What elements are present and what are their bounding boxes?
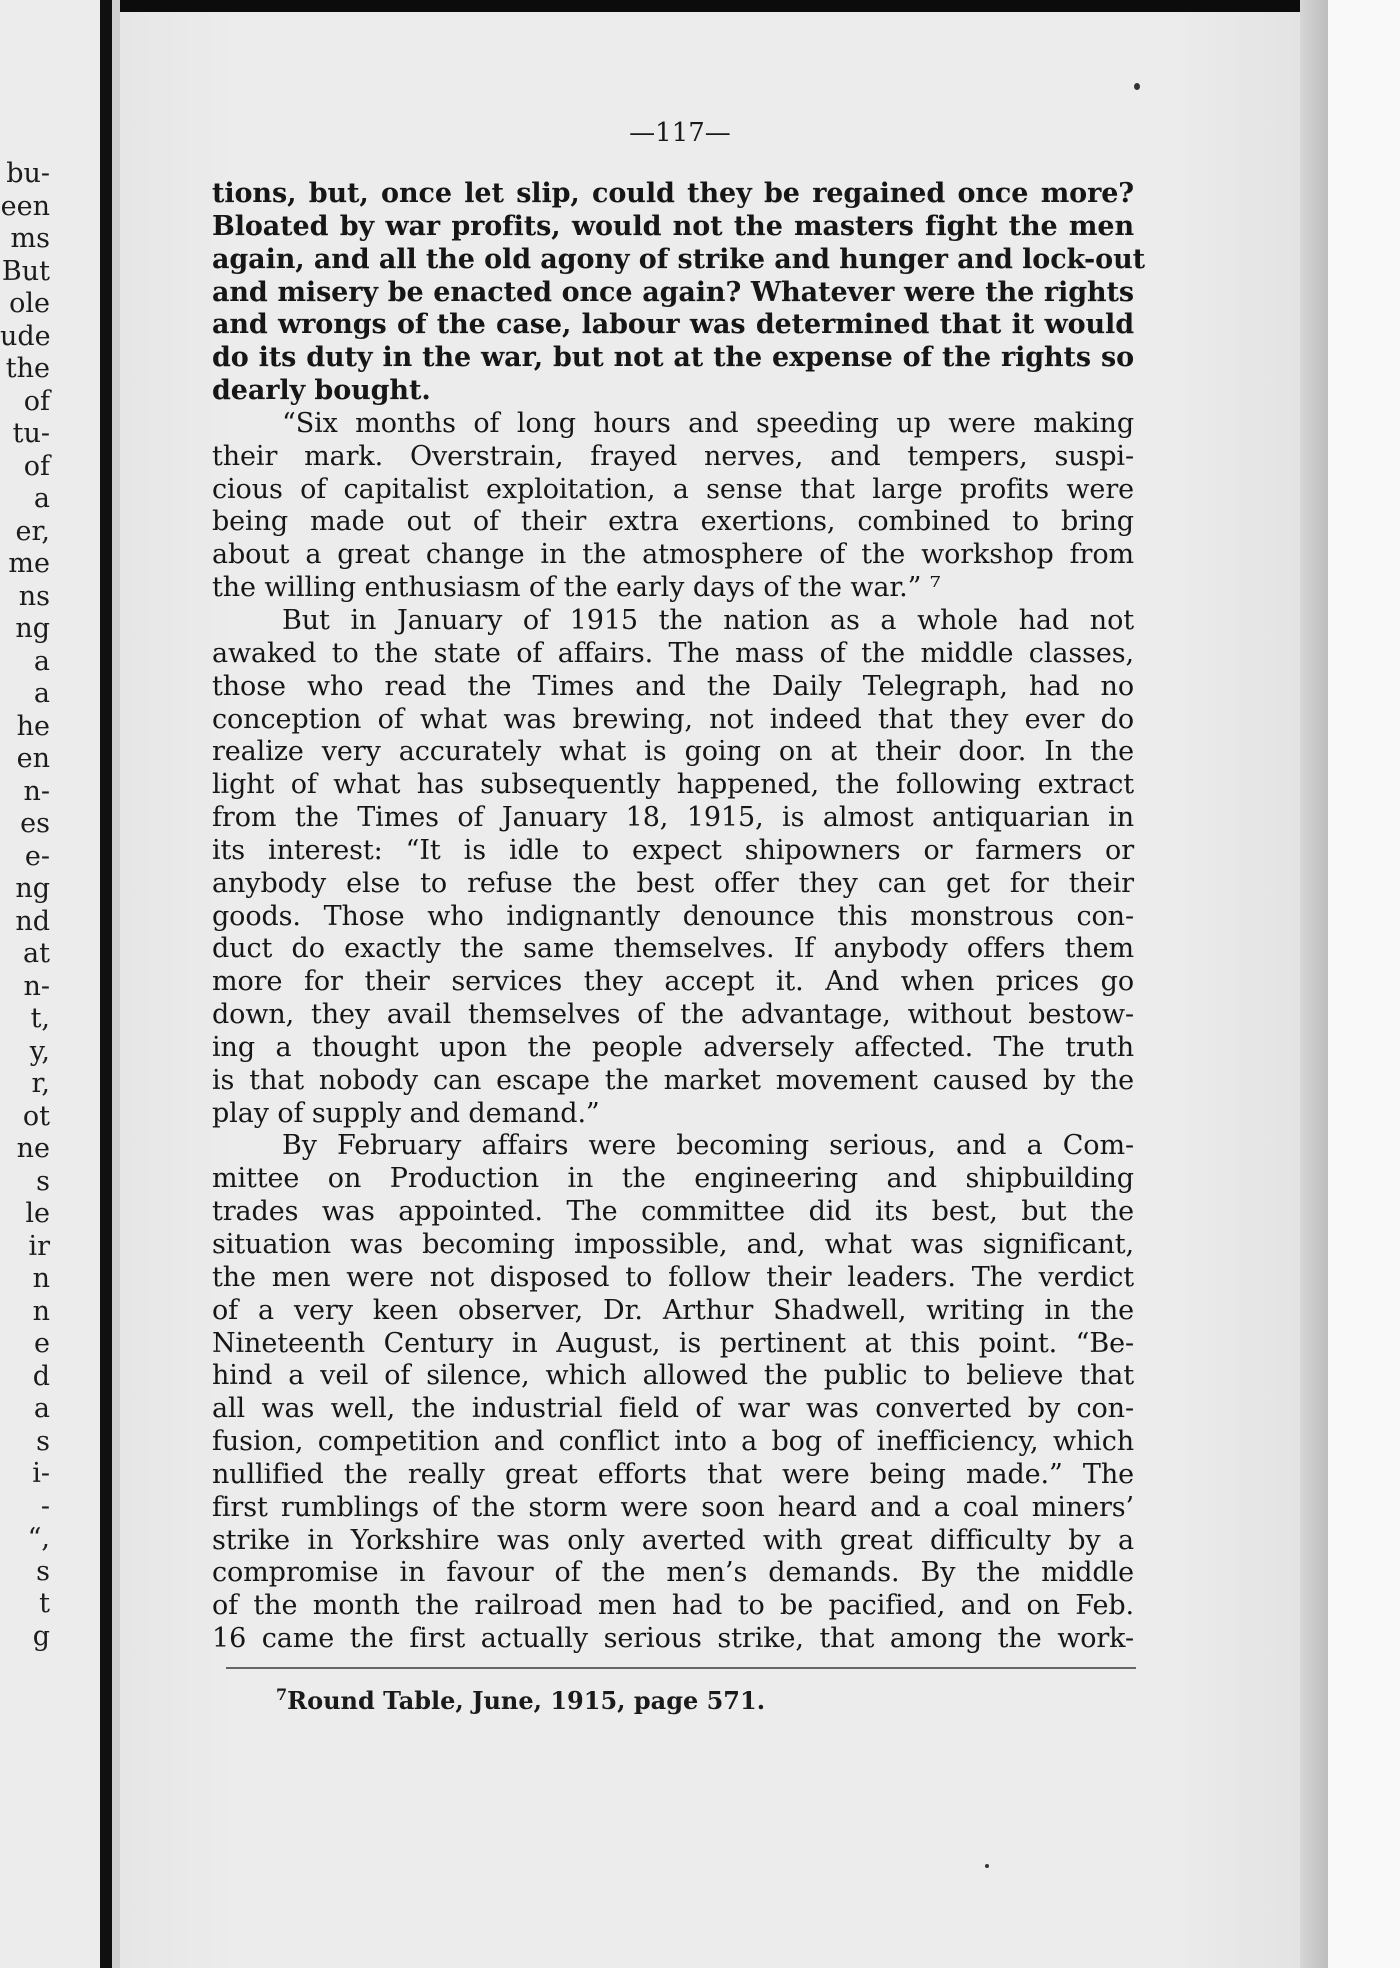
- left-page-fragment: e: [34, 1328, 50, 1359]
- text-line: of a very keen observer, Dr. Arthur Shadwell, writing in the: [212, 1294, 1134, 1326]
- left-page-edge: [0, 0, 100, 1968]
- left-page-fragment: er,: [15, 515, 50, 547]
- page-number: —117—: [629, 118, 731, 148]
- left-page-fragment: e-: [24, 840, 50, 872]
- text-line: compromise in favour of the men’s demands. By the middle: [212, 1557, 1134, 1589]
- left-page-fragment: of: [23, 385, 50, 417]
- left-page-fragment: -: [40, 1490, 50, 1522]
- left-page-fragment: at: [23, 938, 50, 969]
- scan-background: [1328, 0, 1400, 1968]
- left-page-fragment: ole: [9, 288, 50, 319]
- text-line: first rumblings of the storm were soon heard and a coal miners’: [212, 1491, 1134, 1523]
- left-page-fragment: a: [33, 483, 50, 514]
- body-text: [212, 178, 1145, 1656]
- text-line: cious of capitalist exploitation, a sense that large profits were: [212, 473, 1134, 505]
- text-line: By February affairs were becoming serious, and a Com-: [282, 1130, 1134, 1162]
- speck: [1134, 83, 1140, 90]
- text-line: being made out of their extra exertions, combined to bring: [212, 506, 1134, 538]
- left-page-fragment: nd: [15, 905, 50, 937]
- text-line: from the Times of January 18, 1915, is almost antiquarian in: [212, 802, 1134, 834]
- text-line: tions, but, once let slip, could they be regained once more?: [212, 178, 1134, 209]
- left-page-fragment: i-: [32, 1458, 50, 1489]
- left-page-fragment: But: [1, 255, 50, 287]
- left-page-fragment: bu-: [6, 158, 50, 189]
- left-page-fragment: n-: [23, 775, 50, 807]
- text-line: light of what has subsequently happened, the following extract: [212, 769, 1134, 801]
- footnote-marker: 7: [276, 1685, 288, 1704]
- gutter-highlight: [112, 0, 120, 1968]
- left-page-fragment: s: [36, 1555, 50, 1587]
- left-page-fragment: d: [32, 1360, 50, 1392]
- text-line: realize very accurately what is going on at their door. In the: [212, 736, 1134, 768]
- right-page-edge: [1300, 0, 1328, 1968]
- left-page-fragment: t: [39, 1588, 50, 1619]
- text-line: “Six months of long hours and speeding up were making: [282, 407, 1134, 439]
- left-page-fragment: le: [25, 1198, 50, 1229]
- text-line: Nineteenth Century in August, is pertinent at this point. “Be-: [212, 1327, 1134, 1359]
- text-line: Bloated by war profits, would not the masters fight the men: [212, 210, 1134, 242]
- left-page-fragment: ot: [22, 1100, 50, 1132]
- text-line: play of supply and demand.”: [212, 1097, 600, 1129]
- text-line: awaked to the state of affairs. The mass of the middle classes,: [212, 637, 1134, 669]
- text-line: anybody else to refuse the best offer they can get for their: [212, 867, 1134, 899]
- text-line: and misery be enacted once again? Whatever were the rights: [212, 276, 1134, 308]
- text-line: the men were not disposed to follow their leaders. The verdict: [212, 1261, 1134, 1293]
- left-page-fragment: s: [36, 1165, 50, 1197]
- left-page-fragment: ne: [16, 1133, 50, 1164]
- footnote: [276, 1685, 765, 1715]
- left-page-fragment: me: [8, 548, 50, 579]
- left-page-fragment: ns: [18, 580, 50, 612]
- text-line: dearly bought.: [212, 375, 431, 407]
- left-page-fragment: y,: [29, 1035, 50, 1067]
- left-page-fragment: r,: [31, 1068, 50, 1099]
- left-page-fragment: a: [33, 1393, 50, 1424]
- text-line: ing a thought upon the people adversely affected. The truth: [212, 1031, 1134, 1063]
- top-scan-edge: [0, 0, 1400, 12]
- left-page-fragment: n: [32, 1295, 50, 1327]
- footnote-rule: [226, 1667, 1136, 1669]
- left-page-fragment: of: [23, 450, 50, 482]
- book-gutter: [100, 0, 112, 1968]
- left-page-fragment: ude: [0, 320, 51, 352]
- text-line: their mark. Overstrain, frayed nerves, and tempers, suspi-: [212, 440, 1134, 472]
- text-line: is that nobody can escape the market movement caused by the: [212, 1064, 1134, 1096]
- text-line: 16 came the first actually serious strike, that among the work-: [212, 1623, 1134, 1655]
- text-line: about a great change in the atmosphere of the workshop from: [212, 539, 1134, 571]
- text-line: its interest: “It is idle to expect shipowners or farmers or: [212, 834, 1134, 866]
- text-line: the willing enthusiasm of the early days of the war.” ⁷: [212, 572, 941, 604]
- left-page-fragments: [0, 158, 100, 1653]
- left-page-fragment: es: [20, 808, 50, 839]
- text-line: those who read the Times and the Daily Telegraph, had no: [212, 670, 1134, 702]
- text-line: situation was becoming impossible, and, what was significant,: [212, 1229, 1134, 1260]
- left-page-fragment: ng: [15, 613, 50, 644]
- left-page-fragment: n: [32, 1263, 50, 1294]
- left-page-fragment: ir: [28, 1230, 50, 1262]
- text-line: and wrongs of the case, labour was determined that it would: [212, 309, 1134, 341]
- left-page-fragment: s: [36, 1425, 50, 1457]
- text-line: strike in Yorkshire was only averted with great difficulty by a: [212, 1524, 1134, 1556]
- left-page-fragment: he: [16, 710, 50, 742]
- left-page-fragment: g: [32, 1620, 50, 1652]
- text-line: nullified the really great efforts that were being made.” The: [212, 1458, 1134, 1490]
- left-page-fragment: the: [5, 353, 50, 384]
- left-page-fragment: en: [16, 743, 50, 774]
- text-line: do its duty in the war, but not at the expense of the rights so: [212, 342, 1134, 374]
- text-line: mittee on Production in the engineering and shipbuilding: [212, 1163, 1134, 1195]
- left-page-fragment: t,: [30, 1003, 50, 1034]
- left-page-fragment: een: [0, 190, 50, 222]
- text-line: fusion, competition and conflict into a bog of inefficiency, which: [212, 1426, 1134, 1458]
- text-line: trades was appointed. The committee did its best, but the: [212, 1196, 1134, 1228]
- text-line: again, and all the old agony of strike and hunger and lock-out: [212, 243, 1145, 275]
- text-line: duct do exactly the same themselves. If anybody offers them: [212, 933, 1134, 965]
- text-line: But in January of 1915 the nation as a whole had not: [282, 604, 1134, 636]
- left-page-fragment: ng: [15, 873, 50, 904]
- text-line: down, they avail themselves of the advantage, without bestow-: [212, 999, 1134, 1031]
- footnote-text: Round Table, June, 1915, page 571.: [287, 1686, 766, 1715]
- left-page-fragment: ms: [10, 223, 50, 254]
- left-page-fragment: n-: [23, 970, 50, 1002]
- left-page-fragment: “,: [27, 1523, 50, 1554]
- left-page-fragment: tu-: [12, 418, 50, 449]
- text-line: all was well, the industrial field of war was converted by con-: [212, 1393, 1134, 1425]
- text-line: more for their services they accept it. And when prices go: [212, 966, 1134, 998]
- text-line: conception of what was brewing, not indeed that they ever do: [212, 703, 1134, 735]
- left-page-fragment: a: [33, 678, 50, 709]
- text-line: hind a veil of silence, which allowed the public to believe that: [212, 1360, 1134, 1392]
- text-line: of the month the railroad men had to be pacified, and on Feb.: [212, 1590, 1134, 1622]
- speck: [985, 1864, 989, 1868]
- text-line: goods. Those who indignantly denounce this monstrous con-: [212, 900, 1134, 932]
- left-page-fragment: a: [33, 645, 50, 677]
